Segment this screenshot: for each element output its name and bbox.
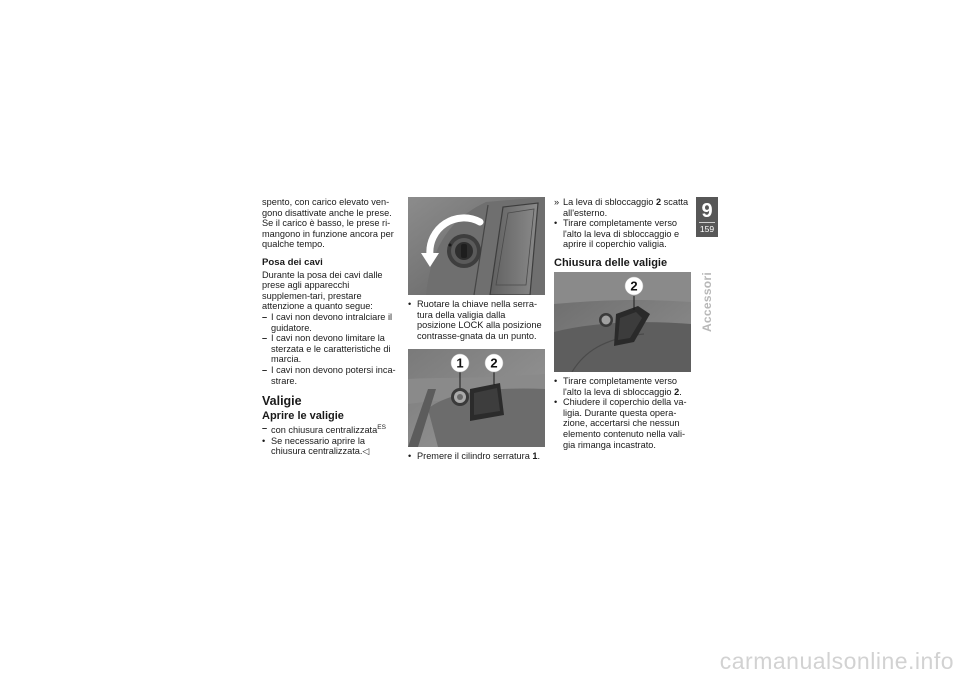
subsection-heading: Aprire le valigie xyxy=(262,410,344,423)
dash-marker: – xyxy=(262,364,268,375)
lock-cylinder-photo xyxy=(408,349,545,447)
key-rotation-photo xyxy=(408,197,545,295)
step-press-cylinder: Premere il cilindro serratura xyxy=(417,451,533,462)
step-press-end: . xyxy=(537,451,541,462)
bullet-marker: • xyxy=(408,299,412,309)
bullet-marker: • xyxy=(554,397,558,408)
list-item xyxy=(262,333,397,365)
list-item xyxy=(554,376,691,397)
step-central-lock: Se necessario aprire la chiusura centralizzata. xyxy=(271,435,365,457)
bullet-marker: • xyxy=(408,451,412,462)
option-text: con chiusura centralizzata xyxy=(271,425,378,436)
text-column-2 xyxy=(408,197,545,462)
cable-item-1: I cavi non devono intralciare il guidatore. xyxy=(271,311,393,333)
list-item xyxy=(408,451,545,462)
list-item xyxy=(262,365,397,386)
list-item xyxy=(262,312,397,333)
end-mark-icon: ◁ xyxy=(362,446,370,457)
result-lever-text: La leva di sbloccaggio xyxy=(563,197,656,207)
step-pull-lever-end: . xyxy=(679,386,682,397)
tab-divider xyxy=(699,222,715,223)
callout-2: 2 xyxy=(490,355,498,371)
release-lever-photo xyxy=(554,272,691,372)
list-item xyxy=(554,218,691,250)
step-open-lid: Tirare completamente verso l'alto la leva di sbloccaggio e aprire il coperchio valigia. xyxy=(563,218,680,250)
cable-paragraph: Durante la posa dei cavi dalle prese agli apparecchi supplemen-tari, prestare attenzione a quanto segue: xyxy=(262,269,383,312)
cable-heading: Posa dei cavi xyxy=(262,256,323,268)
step-pull-lever-text: Tirare completamente verso l'alto la leva di sbloccaggio xyxy=(563,375,678,397)
page-number: 159 xyxy=(699,224,715,234)
step-close-lid: Chiudere il coperchio della va-ligia. Durante questa opera-zione, accertarsi che nessun elemento contenuto nella vali-gia rimanga incastrato. xyxy=(563,397,687,450)
bullet-marker: • xyxy=(554,218,558,229)
watermark: carmanualsonline.info xyxy=(719,648,954,674)
chapter-number: 9 xyxy=(701,200,713,222)
list-item xyxy=(262,423,397,436)
callout-2-close: 2 xyxy=(630,278,638,294)
callout-1: 1 xyxy=(456,355,464,371)
close-heading: Chiusura delle valigie xyxy=(554,256,668,269)
text-column-3 xyxy=(554,197,691,450)
bullet-marker: • xyxy=(262,435,266,446)
list-item xyxy=(554,197,691,218)
dash-marker: – xyxy=(262,423,268,434)
chapter-side-label: Accessori xyxy=(700,271,714,333)
dash-marker: – xyxy=(262,311,268,322)
cable-item-3: I cavi non devono potersi inca-strare. xyxy=(271,364,396,386)
step-pull-lever-number: 2 xyxy=(674,386,680,397)
text-column-1 xyxy=(262,197,397,457)
chapter-tab xyxy=(696,197,718,237)
step-press-number: 1 xyxy=(532,451,538,462)
result-lever-number: 2 xyxy=(655,197,662,207)
cable-item-2: I cavi non devono limitare la sterzata e le caratteristiche di marcia. xyxy=(271,333,391,365)
list-item xyxy=(262,436,397,457)
bullet-marker: • xyxy=(554,375,558,386)
step-rotate-key: Ruotare la chiave nella serra-tura della valigia dalla posizione LOCK alla posizione contrasse-gnata da un punto. xyxy=(417,299,542,341)
intro-paragraph: spento, con carico elevato ven-gono disattivate anche le prese. Se il carico è basso, le prese ri-mangono in funzione ancora per qualche tempo. xyxy=(262,197,394,250)
list-item xyxy=(408,299,545,341)
option-superscript: ES xyxy=(377,424,386,432)
result-marker: » xyxy=(554,197,560,207)
list-item xyxy=(554,397,691,450)
result-lever-end: scatta all'esterno. xyxy=(563,197,689,218)
dash-marker: – xyxy=(262,333,268,344)
section-heading: Valigie xyxy=(262,394,302,409)
